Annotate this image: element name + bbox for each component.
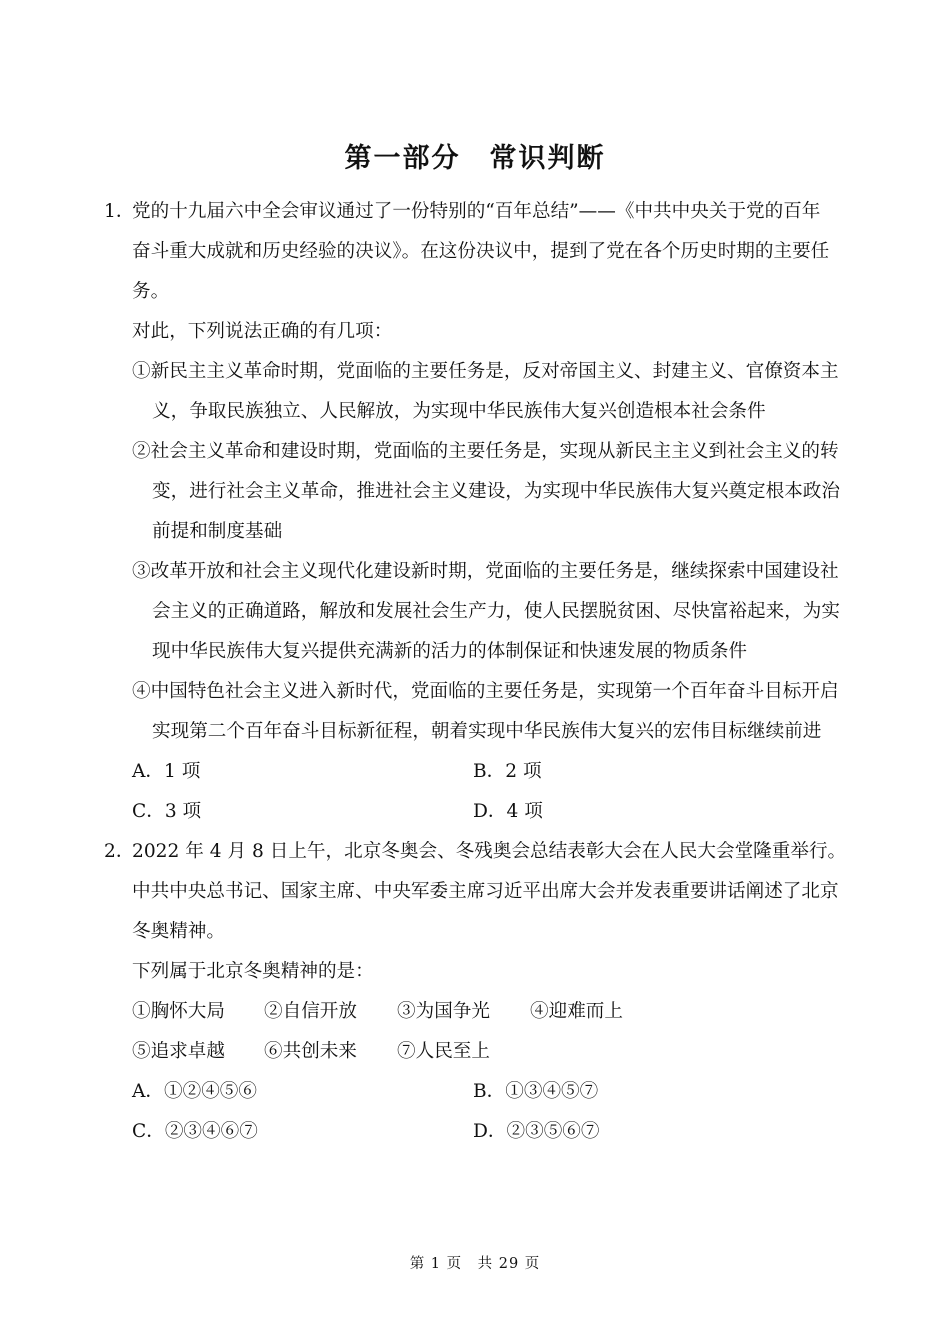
- choice-b: B．①③④⑤⑦: [473, 1081, 599, 1102]
- statement-line: ③改革开放和社会主义现代化建设新时期，党面临的主要任务是，继续探索中国建设社: [132, 561, 839, 582]
- statement-line: 现中华民族伟大复兴提供充满新的活力的体制保证和快速发展的物质条件: [152, 641, 748, 662]
- question-stem-line: 中共中央总书记、国家主席、中央军委主席习近平出席大会并发表重要讲话阐述了北京: [132, 881, 839, 902]
- choice-d: D．4 项: [473, 801, 543, 822]
- spirit-item: ①胸怀大局: [132, 1001, 225, 1022]
- statement-line: 义，争取民族独立、人民解放，为实现中华民族伟大复兴创造根本社会条件: [152, 401, 766, 422]
- statement-line: 实现第二个百年奋斗目标新征程，朝着实现中华民族伟大复兴的宏伟目标继续前进: [152, 721, 822, 742]
- choice-c: C．②③④⑥⑦: [132, 1121, 258, 1142]
- question-stem-line: 冬奥精神。: [132, 921, 225, 942]
- choice-a: A．①②④⑤⑥: [132, 1081, 257, 1102]
- statement-line: 前提和制度基础: [152, 521, 283, 542]
- question-number: 1．: [104, 201, 135, 222]
- choice-d: D．②③⑤⑥⑦: [473, 1121, 600, 1142]
- question-prompt: 下列属于北京冬奥精神的是：: [132, 961, 374, 982]
- statement-line: 会主义的正确道路，解放和发展社会生产力，使人民摆脱贫困、尽快富裕起来，为实: [152, 601, 840, 622]
- question-number: 2．: [104, 841, 135, 862]
- spirit-item: ③为国争光: [397, 1001, 490, 1022]
- statement-line: ②社会主义革命和建设时期，党面临的主要任务是，实现从新民主主义到社会主义的转: [132, 441, 839, 462]
- spirit-item: ②自信开放: [264, 1001, 357, 1022]
- question-prompt: 对此，下列说法正确的有几项：: [132, 321, 393, 342]
- statement-line: ①新民主主义革命时期，党面临的主要任务是，反对帝国主义、封建主义、官僚资本主: [132, 361, 839, 382]
- page-title: 第一部分 常识判断: [344, 143, 606, 174]
- choice-c: C．3 项: [132, 801, 202, 822]
- page-footer: 第 1 页 共 29 页: [409, 1256, 541, 1272]
- choice-b: B．2 项: [473, 761, 542, 782]
- question-stem-line: 奋斗重大成就和历史经验的决议》。在这份决议中，提到了党在各个历史时期的主要任: [132, 241, 830, 262]
- statement-line: 变，进行社会主义革命，推进社会主义建设，为实现中华民族伟大复兴奠定根本政治: [152, 481, 840, 502]
- statement-line: ④中国特色社会主义进入新时代，党面临的主要任务是，实现第一个百年奋斗目标开启: [132, 681, 839, 702]
- question-stem-line: 党的十九届六中全会审议通过了一份特别的“百年总结”——《中共中央关于党的百年: [132, 201, 821, 222]
- question-stem-line: 务。: [132, 281, 170, 302]
- spirit-item: ⑦人民至上: [397, 1041, 490, 1062]
- spirit-item: ⑤追求卓越: [132, 1041, 225, 1062]
- spirit-item: ④迎难而上: [530, 1001, 623, 1022]
- choice-a: A．1 项: [132, 761, 201, 782]
- spirit-item: ⑥共创未来: [264, 1041, 357, 1062]
- question-stem-line: 2022 年 4 月 8 日上午，北京冬奥会、冬残奥会总结表彰大会在人民大会堂隆重举行。: [132, 841, 847, 862]
